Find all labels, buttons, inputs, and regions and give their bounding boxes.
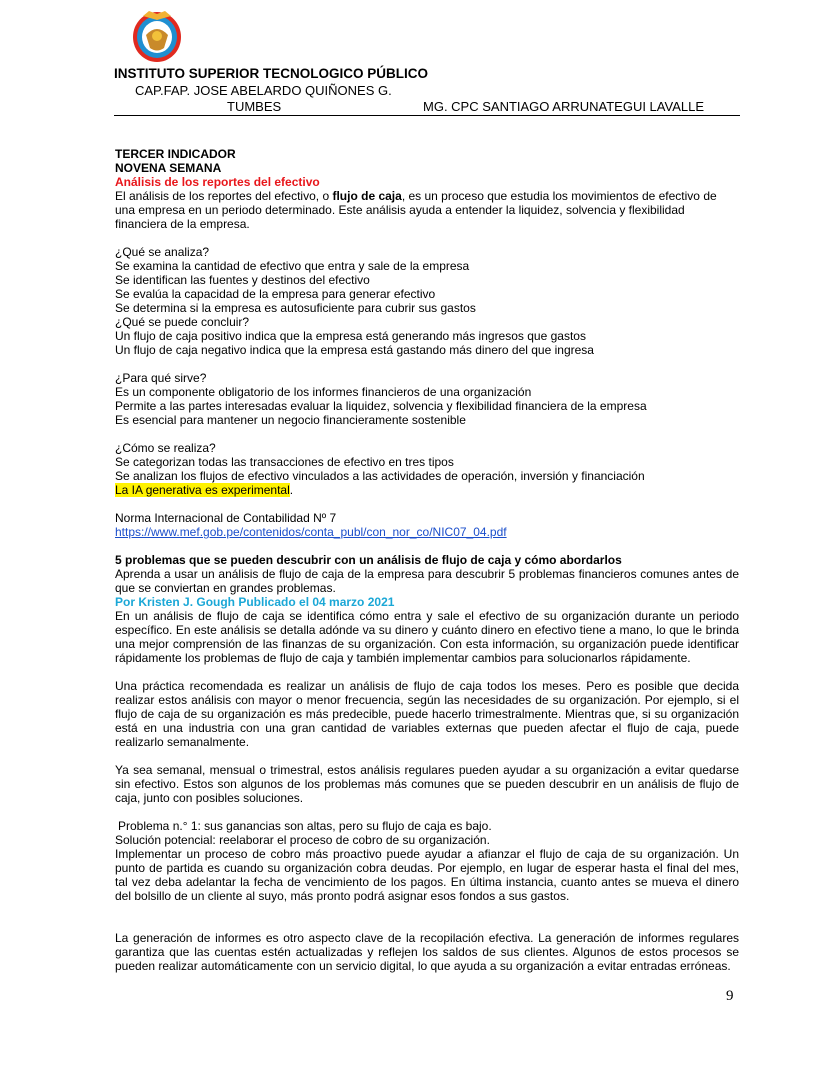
article-paragraph: Ya sea semanal, mensual o trimestral, estos análisis regulares pueden ayudar a su organización a evitar quedarse sin efectivo. Estos son algunos de los problemas más comunes que se pueden descubrir en un análisis de flujo de caja, junto con posibles soluciones.: [115, 763, 739, 805]
list-item: Se analizan los flujos de efectivo vinculados a las actividades de operación, inversión y financiación: [115, 469, 645, 483]
list-item: Se examina la cantidad de efectivo que entra y sale de la empresa: [115, 259, 470, 273]
section-title: Análisis de los reportes del efectivo: [115, 175, 320, 189]
institute-city: TUMBES: [227, 99, 282, 114]
institute-name: INSTITUTO SUPERIOR TECNOLOGICO PÚBLICO: [114, 66, 429, 81]
list-item: Un flujo de caja negativo indica que la empresa está gastando más dinero del que ingresa: [115, 343, 594, 357]
sirve-question: ¿Para qué sirve?: [115, 371, 207, 385]
list-item: Se evalúa la capacidad de la empresa para generar efectivo: [115, 287, 436, 301]
article-paragraph: Implementar un proceso de cobro más proactivo puede ayudar a afianzar el flujo de caja de su organización. Un punto de partida es cuando su organización cobra deudas. Por ejemplo, en lugar de esperar hasta el final del mes, tal vez deba adelantar la fecha de vencimiento de los pagos. En última instancia, cuanto antes se mueva el dinero del bolsillo de un cliente al suyo, más pronto podrá asignar esos fondos a sus gastos.: [115, 847, 739, 903]
document-body: [115, 147, 739, 973]
list-item: Es un componente obligatorio de los informes financieros de una organización: [115, 385, 532, 399]
solution-1: Solución potencial: reelaborar el proceso de cobro de su organización.: [115, 833, 490, 847]
list-item: Se categorizan todas las transacciones de efectivo en tres tipos: [115, 455, 454, 469]
article-byline: Por Kristen J. Gough Publicado el 04 marzo 2021: [115, 595, 395, 609]
institute-logo: [131, 8, 183, 64]
list-item: Permite a las partes interesadas evaluar la liquidez, solvencia y flexibilidad financiera de la empresa: [115, 399, 647, 413]
concluir-question: ¿Qué se puede concluir?: [115, 315, 250, 329]
realiza-question: ¿Cómo se realiza?: [115, 441, 216, 455]
flujo-de-caja-term: flujo de caja: [332, 189, 402, 203]
header-divider: [114, 115, 740, 116]
analiza-question: ¿Qué se analiza?: [115, 245, 210, 259]
institute-cap: CAP.FAP. JOSE ABELARDO QUIÑONES G.: [135, 83, 392, 98]
teacher-name: MG. CPC SANTIAGO ARRUNATEGUI LAVALLE: [423, 99, 705, 114]
norma-label: Norma Internacional de Contabilidad Nº 7: [115, 511, 337, 525]
article-title: 5 problemas que se pueden descubrir con un análisis de flujo de caja y cómo abordarlos: [115, 553, 622, 567]
article-paragraph: En un análisis de flujo de caja se identifica cómo entra y sale el efectivo de su organización durante un periodo específico. En este análisis se detalla adónde va su dinero y cuánto dinero en efectivo tiene a mano, lo que le brinda una mejor comprensión de las finanzas de su organización. Con esta información, su organización puede identificar rápidamente los problemas de flujo de caja y también implementar cambios para solucionarlos rápidamente.: [115, 609, 739, 665]
ai-disclaimer: La IA generativa es experimental.: [115, 483, 294, 497]
week-heading: NOVENA SEMANA: [115, 161, 222, 175]
page-number: 9: [726, 988, 734, 1004]
list-item: Un flujo de caja positivo indica que la empresa está generando más ingresos que gastos: [115, 329, 586, 343]
list-item: Se determina si la empresa es autosuficiente para cubrir sus gastos: [115, 301, 476, 315]
problem-1: Problema n.° 1: sus ganancias son altas, pero su flujo de caja es bajo.: [118, 819, 492, 833]
article-paragraph: La generación de informes es otro aspecto clave de la recopilación efectiva. La generación de informes regulares garantiza que las cuentas estén actualizadas y reflejen los saldos de sus clientes. Algunos de estos procesos se pueden realizar automáticamente con un servicio digital, lo que ayuda a su organización a evitar entradas erróneas.: [115, 931, 739, 973]
article-paragraph: Una práctica recomendada es realizar un análisis de flujo de caja todos los meses. Pero es posible que decida realizar estos análisis con mayor o menor frecuencia, según las necesidades de su organización. Por ejemplo, si el flujo de caja de su organización es más predecible, puede hacerlo trimestralmente. Mientras que, si su organización está en una industria con una gran cantidad de variables externas que pueden afectar el flujo de caja, puede realizarlo semanalmente.: [115, 679, 739, 749]
indicator-heading: TERCER INDICADOR: [115, 147, 236, 161]
intro-paragraph: El análisis de los reportes del efectivo, o flujo de caja, es un proceso que estudia los movimientos de efectivo de una empresa en un periodo determinado. Este análisis ayuda a entender la liquidez, solvencia y flexibilidad financiera de la empresa.: [115, 189, 717, 231]
highlighted-text: La IA generativa es experimental: [115, 483, 290, 497]
nic07-link[interactable]: https://www.mef.gob.pe/contenidos/conta_publ/con_nor_co/NIC07_04.pdf: [115, 525, 507, 539]
list-item: Es esencial para mantener un negocio financieramente sostenible: [115, 413, 466, 427]
list-item: Se identifican las fuentes y destinos del efectivo: [115, 273, 370, 287]
article-lead: Aprenda a usar un análisis de flujo de caja de la empresa para descubrir 5 problemas financieros comunes antes de que se conviertan en grandes problemas.: [115, 567, 739, 595]
